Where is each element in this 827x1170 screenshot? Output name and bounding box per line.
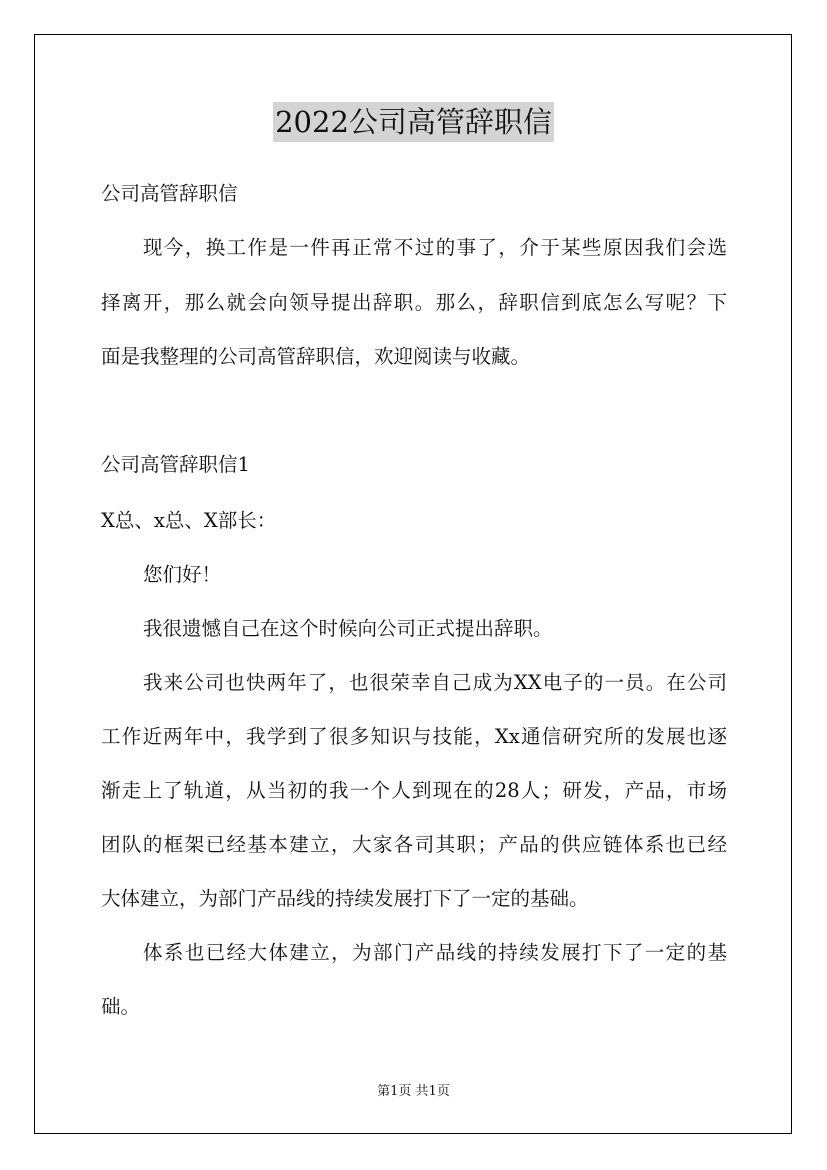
- paragraph-line: 工作近两年中，我学到了很多知识与技能，Xx通信研究所的发展也逐: [101, 725, 727, 748]
- paragraph-line: 渐走上了轨道，从当初的我一个人到现在的28人；研发，产品，市场: [101, 779, 727, 802]
- intro-line: 面是我整理的公司高管辞职信，欢迎阅读与收藏。: [101, 345, 531, 368]
- page-footer: 第1页 共1页: [377, 1084, 450, 1099]
- document-title: 2022公司高管辞职信: [273, 102, 554, 142]
- title-wrap: [0, 102, 827, 142]
- paragraph-line: 础。: [101, 995, 141, 1018]
- salutation: X总、x总、X部长：: [101, 509, 277, 532]
- paragraph-line: 大体建立，为部门产品线的持续发展打下了一定的基础。: [101, 887, 589, 910]
- intro-line: 择离开，那么就会向领导提出辞职。那么，辞职信到底怎么写呢？下: [101, 291, 727, 314]
- paragraph-line: 团队的框架已经基本建立，大家各司其职；产品的供应链体系也已经: [101, 833, 727, 856]
- paragraph-line: 我来公司也快两年了，也很荣幸自己成为XX电子的一员。在公司: [143, 671, 727, 694]
- intro-line: 现今，换工作是一件再正常不过的事了，介于某些原因我们会选: [143, 236, 727, 259]
- document-subtitle: 公司高管辞职信: [101, 182, 238, 205]
- greeting: 您们好！: [143, 563, 222, 586]
- paragraph-line: 体系也已经大体建立，为部门产品线的持续发展打下了一定的基: [143, 941, 727, 964]
- paragraph-line: 我很遗憾自己在这个时候向公司正式提出辞职。: [143, 617, 553, 640]
- section-heading: 公司高管辞职信1: [101, 453, 250, 476]
